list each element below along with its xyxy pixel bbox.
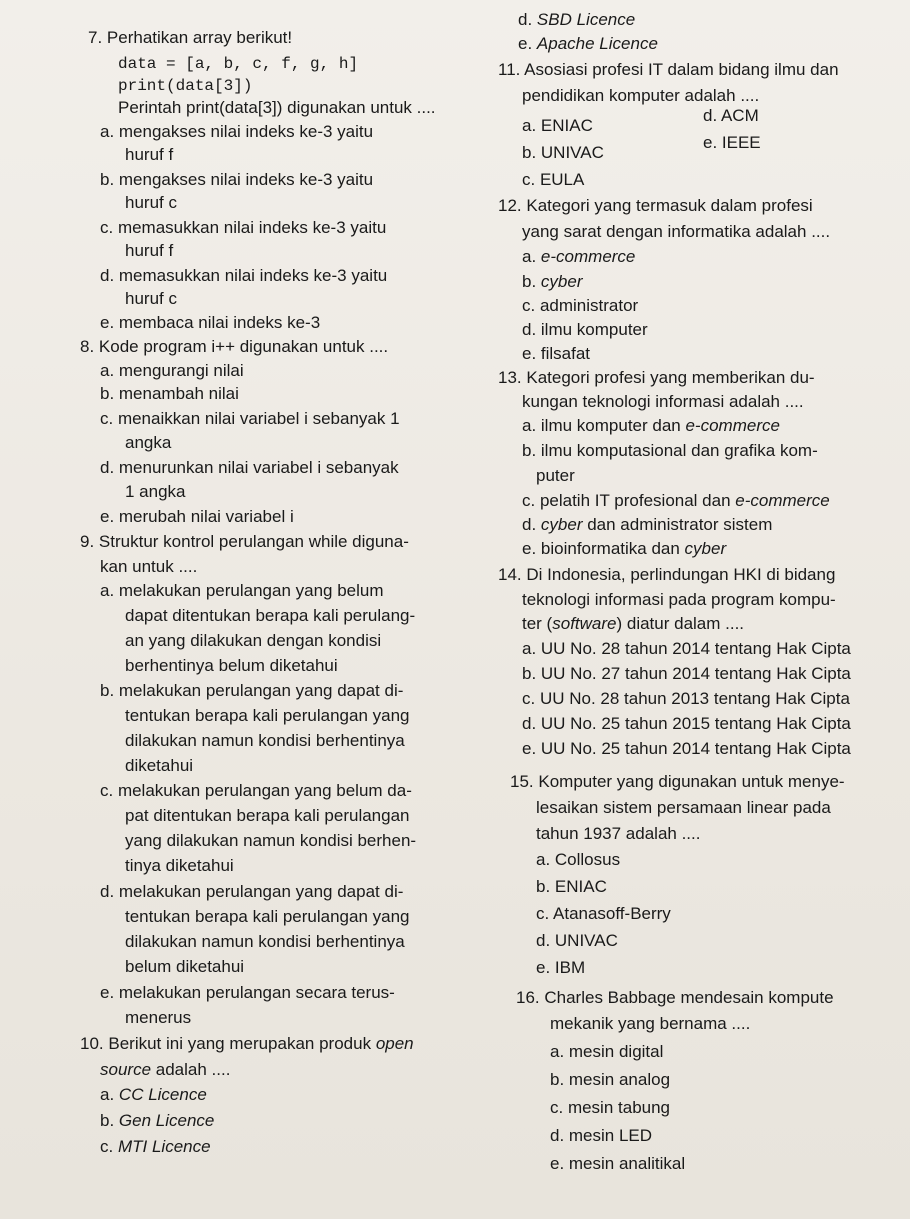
option-9d-l2: tentukan berapa kali perulangan yang [125,907,410,926]
option-16c: c. mesin tabung [550,1098,671,1117]
option-15c: c. Atanasoff-Berry [536,904,671,923]
option-9c-l2: pat ditentukan berapa kali perulangan [125,806,410,825]
option-7a-l1: a. mengakses nilai indeks ke-3 yaitu [100,122,374,141]
question-10-stem-l2: source adalah .... [100,1060,231,1079]
option-14b: b. UU No. 27 tahun 2014 tentang Hak Cipta [522,664,851,683]
option-11c: c. EULA [522,170,585,189]
code-line-2: print(data[3]) [118,77,253,95]
question-7-stem: 7. Perhatikan array berikut! [88,28,293,47]
option-15b: b. ENIAC [536,877,607,896]
question-12-stem-l2: yang sarat dengan informatika adalah .... [522,222,831,241]
option-8a: a. mengurangi nilai [100,361,244,380]
option-13d: d. cyber dan administrator sistem [522,515,773,534]
question-12-stem-l1: 12. Kategori yang termasuk dalam profesi [498,196,813,215]
option-9b-l4: diketahui [125,756,194,775]
option-11b: b. UNIVAC [522,143,604,162]
question-15-stem-l2: lesaikan sistem persamaan linear pada [536,798,831,817]
option-8d-l2: 1 angka [125,482,186,501]
option-9a-l2: dapat ditentukan berapa kali perulang- [125,606,416,625]
option-9e-l2: menerus [125,1008,192,1027]
option-15a: a. Collosus [536,850,621,869]
option-8c-l2: angka [125,433,172,452]
option-9a-l3: an yang dilakukan dengan kondisi [125,631,382,650]
option-8b: b. menambah nilai [100,384,239,403]
option-10c: c. MTI Licence [100,1137,211,1156]
option-7d-l1: d. memasukkan nilai indeks ke-3 yaitu [100,266,388,285]
option-16d: d. mesin LED [550,1126,653,1145]
option-16a: a. mesin digital [550,1042,664,1061]
option-8e: e. merubah nilai variabel i [100,507,294,526]
option-9b-l2: tentukan berapa kali perulangan yang [125,706,410,725]
option-11a: a. ENIAC [522,116,593,135]
question-14-stem-l1: 14. Di Indonesia, perlindungan HKI di bidang [498,565,836,584]
option-13a: a. ilmu komputer dan e-commerce [522,416,780,435]
option-8c-l1: c. menaikkan nilai variabel i sebanyak 1 [100,409,400,428]
option-14d: d. UU No. 25 tahun 2015 tentang Hak Cipta [522,714,851,733]
option-7a-l2: huruf f [125,145,174,164]
option-13b-l2: puter [536,466,575,485]
option-15e: e. IBM [536,958,586,977]
question-9-stem-l1: 9. Struktur kontrol perulangan while diguna- [80,532,409,551]
option-12a: a. e-commerce [522,247,636,266]
option-7d-l2: huruf c [125,289,177,308]
question-13-stem-l2: kungan teknologi informasi adalah .... [522,392,804,411]
option-16b: b. mesin analog [550,1070,671,1089]
option-9b-l1: b. melakukan perulangan yang dapat di- [100,681,404,700]
option-13b-l1: b. ilmu komputasional dan grafika kom- [522,441,818,460]
option-9c-l4: tinya diketahui [125,856,234,875]
code-line-1: data = [a, b, c, f, g, h] [118,55,359,73]
question-7-prompt: Perintah print(data[3]) digunakan untuk .... [118,98,436,117]
option-7b-l1: b. mengakses nilai indeks ke-3 yaitu [100,170,374,189]
option-11e: e. IEEE [703,133,761,152]
option-9d-l1: d. melakukan perulangan yang dapat di- [100,882,404,901]
option-9d-l3: dilakukan namun kondisi berhentinya [125,932,405,951]
option-14a: a. UU No. 28 tahun 2014 tentang Hak Cipta [522,639,851,658]
question-11-stem-l1: 11. Asosiasi profesi IT dalam bidang ilmu dan [498,60,839,79]
option-16e: e. mesin analitikal [550,1154,686,1173]
option-7b-l2: huruf c [125,193,177,212]
question-15-stem-l3: tahun 1937 adalah .... [536,824,701,843]
question-15-stem-l1: 15. Komputer yang digunakan untuk menye- [510,772,845,791]
option-8d-l1: d. menurunkan nilai variabel i sebanyak [100,458,399,477]
question-16-stem-l1: 16. Charles Babbage mendesain kompute [516,988,834,1007]
option-9a-l4: berhentinya belum diketahui [125,656,338,675]
question-13-stem-l1: 13. Kategori profesi yang memberikan du- [498,368,815,387]
question-8-stem: 8. Kode program i++ digunakan untuk .... [80,337,389,356]
option-9b-l3: dilakukan namun kondisi berhentinya [125,731,405,750]
option-11d: d. ACM [703,106,759,125]
option-7c-l2: huruf f [125,241,174,260]
option-9c-l1: c. melakukan perulangan yang belum da- [100,781,412,800]
option-10d: d. SBD Licence [518,10,636,29]
option-7c-l1: c. memasukkan nilai indeks ke-3 yaitu [100,218,387,237]
option-12c: c. administrator [522,296,639,315]
question-14-stem-l2: teknologi informasi pada program kompu- [522,590,836,609]
option-14e: e. UU No. 25 tahun 2014 tentang Hak Cipta [522,739,851,758]
option-13c: c. pelatih IT profesional dan e-commerce [522,491,830,510]
option-9c-l3: yang dilakukan namun kondisi berhen- [125,831,417,850]
option-9d-l4: belum diketahui [125,957,245,976]
option-7e: e. membaca nilai indeks ke-3 [100,313,321,332]
option-12d: d. ilmu komputer [522,320,648,339]
question-10-stem-l1: 10. Berikut ini yang merupakan produk open [80,1034,414,1053]
option-9e-l1: e. melakukan perulangan secara terus- [100,983,395,1002]
option-12e: e. filsafat [522,344,591,363]
option-10e: e. Apache Licence [518,34,658,53]
option-15d: d. UNIVAC [536,931,618,950]
option-12b: b. cyber [522,272,583,291]
question-16-stem-l2: mekanik yang bernama .... [550,1014,751,1033]
option-10a: a. CC Licence [100,1085,207,1104]
option-9a-l1: a. melakukan perulangan yang belum [100,581,384,600]
option-10b: b. Gen Licence [100,1111,215,1130]
question-14-stem-l3: ter (software) diatur dalam .... [522,614,745,633]
question-11-stem-l2: pendidikan komputer adalah .... [522,86,760,105]
option-13e: e. bioinformatika dan cyber [522,539,727,558]
question-9-stem-l2: kan untuk .... [100,557,198,576]
option-14c: c. UU No. 28 tahun 2013 tentang Hak Cipta [522,689,850,708]
